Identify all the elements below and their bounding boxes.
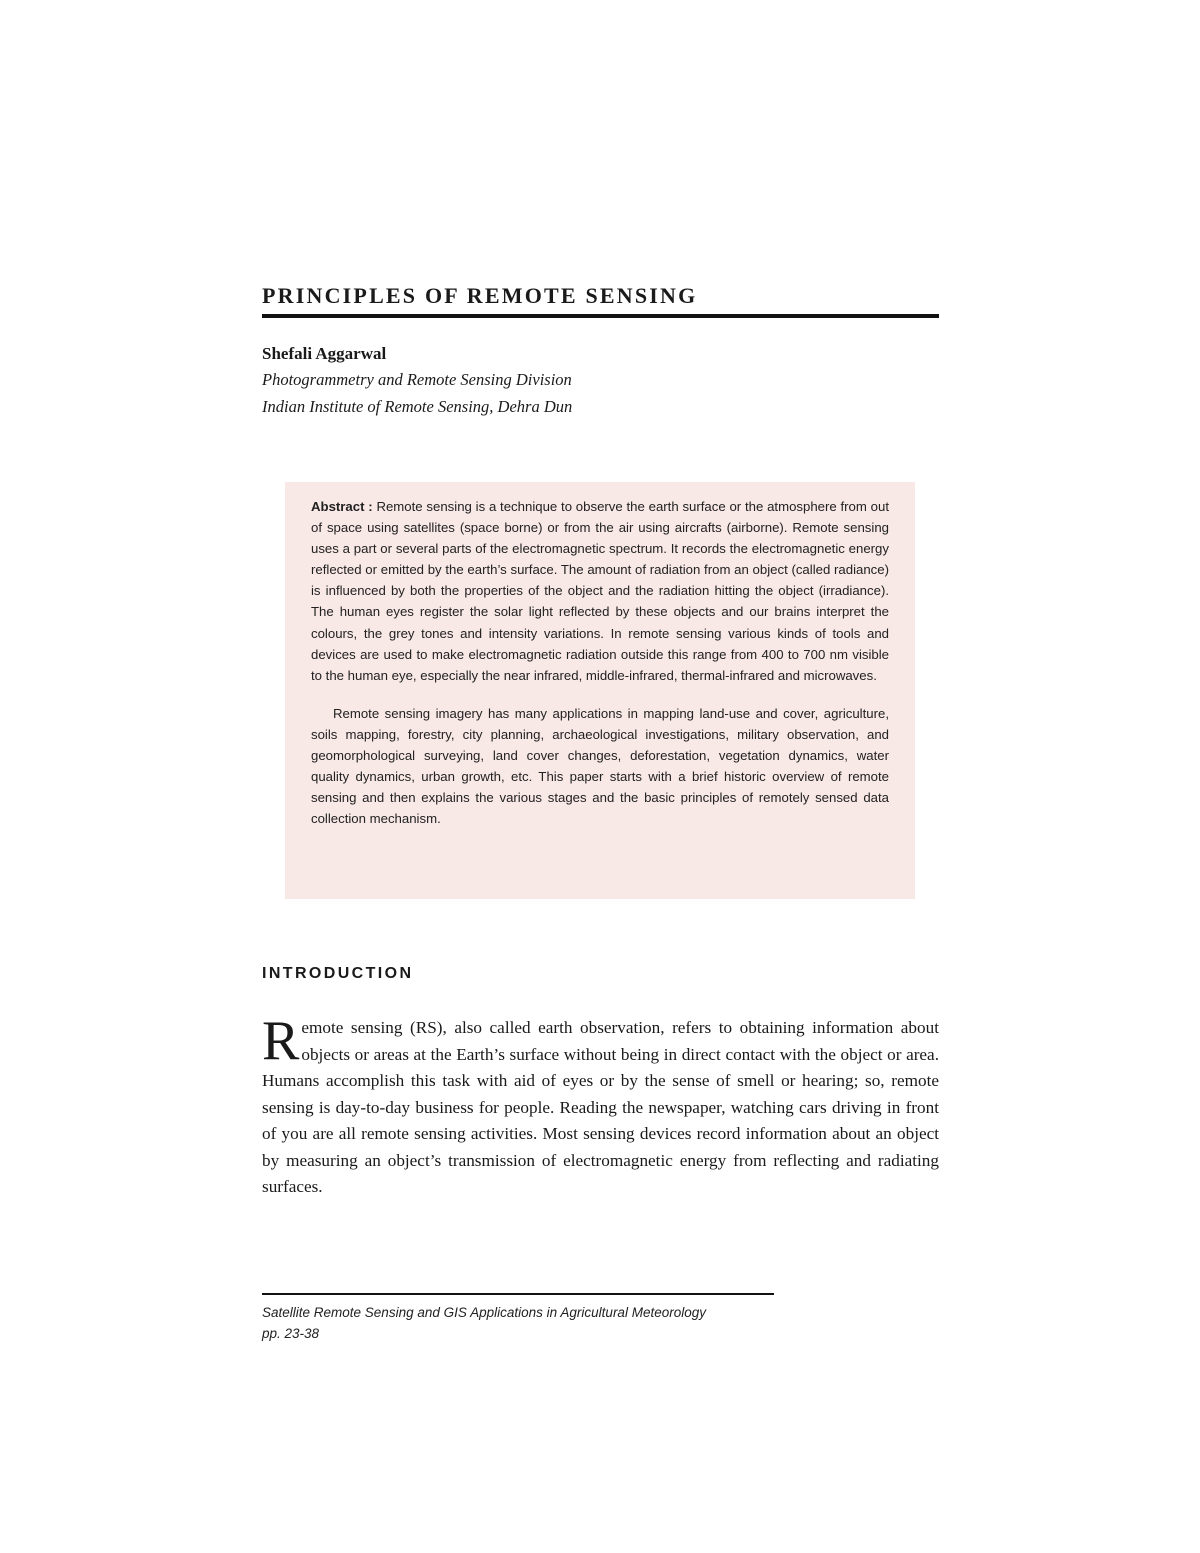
author-name: Shefali Aggarwal bbox=[262, 344, 387, 363]
introduction-paragraph bbox=[262, 1010, 939, 1201]
introduction-body: emote sensing (RS), also called earth observation, refers to obtaining information about objects or areas at the Earth’s surface without being in direct contact with the object or area. Humans accomplish this task with aid of eyes or by the sense of smell or hearing; so, remote sensing is day-to-day business for people. Reading the newspaper, watching cars driving in front of you are all remote sensing activities. Most sensing devices record information about an object by measuring an object’s transmission of electromagnetic energy from reflecting and radiating surfaces. bbox=[262, 1018, 939, 1196]
introduction-heading: INTRODUCTION bbox=[262, 965, 414, 982]
abstract-paragraph-2: Remote sensing imagery has many applications in mapping land-use and cover, agriculture, soils mapping, forestry, city planning, archaeological investigations, military observation, and geomorphological surveying, land cover changes, deforestation, vegetation dynamics, water quality dynamics, urban growth, etc. This paper starts with a brief historic overview of remote sensing and then explains the various stages and the basic principles of remotely sensed data collection mechanism. bbox=[311, 705, 889, 827]
abstract-box bbox=[285, 482, 915, 899]
title-rule bbox=[262, 314, 939, 318]
footnote-source: Satellite Remote Sensing and GIS Applications in Agricultural Meteorology bbox=[262, 1305, 706, 1320]
abstract-label: Abstract : bbox=[311, 499, 373, 514]
affiliation-institute: Indian Institute of Remote Sensing, Dehra Dun bbox=[262, 397, 573, 416]
drop-cap: R bbox=[262, 1010, 300, 1072]
footnote-pages: pp. 23-38 bbox=[262, 1326, 320, 1341]
affiliation-division: Photogrammetry and Remote Sensing Division bbox=[262, 370, 572, 389]
footnote-rule bbox=[262, 1293, 774, 1295]
abstract-text-1: Remote sensing is a technique to observe the earth surface or the atmosphere from out of space using satellites (space borne) or from the air using aircrafts (airborne). Remote sensing uses a part or several parts of the electromagnetic spectrum. It records the electromagnetic energy reflected or emitted by the earth’s surface. The amount of radiation from an object (called radiance) is influenced by both the properties of the object and the radiation hitting the object (irradiance). The human eyes register the solar light reflected by these objects and our brains interpret the colours, the grey tones and intensity variations. In remote sensing various kinds of tools and devices are used to make electromagnetic radiation outside this range from 400 to 700 nm visible to the human eye, especially the near infrared, middle-infrared, thermal-infrared and microwaves. bbox=[311, 499, 889, 683]
abstract-paragraph-1 bbox=[311, 496, 889, 686]
paper-title: PRINCIPLES OF REMOTE SENSING bbox=[262, 283, 698, 308]
